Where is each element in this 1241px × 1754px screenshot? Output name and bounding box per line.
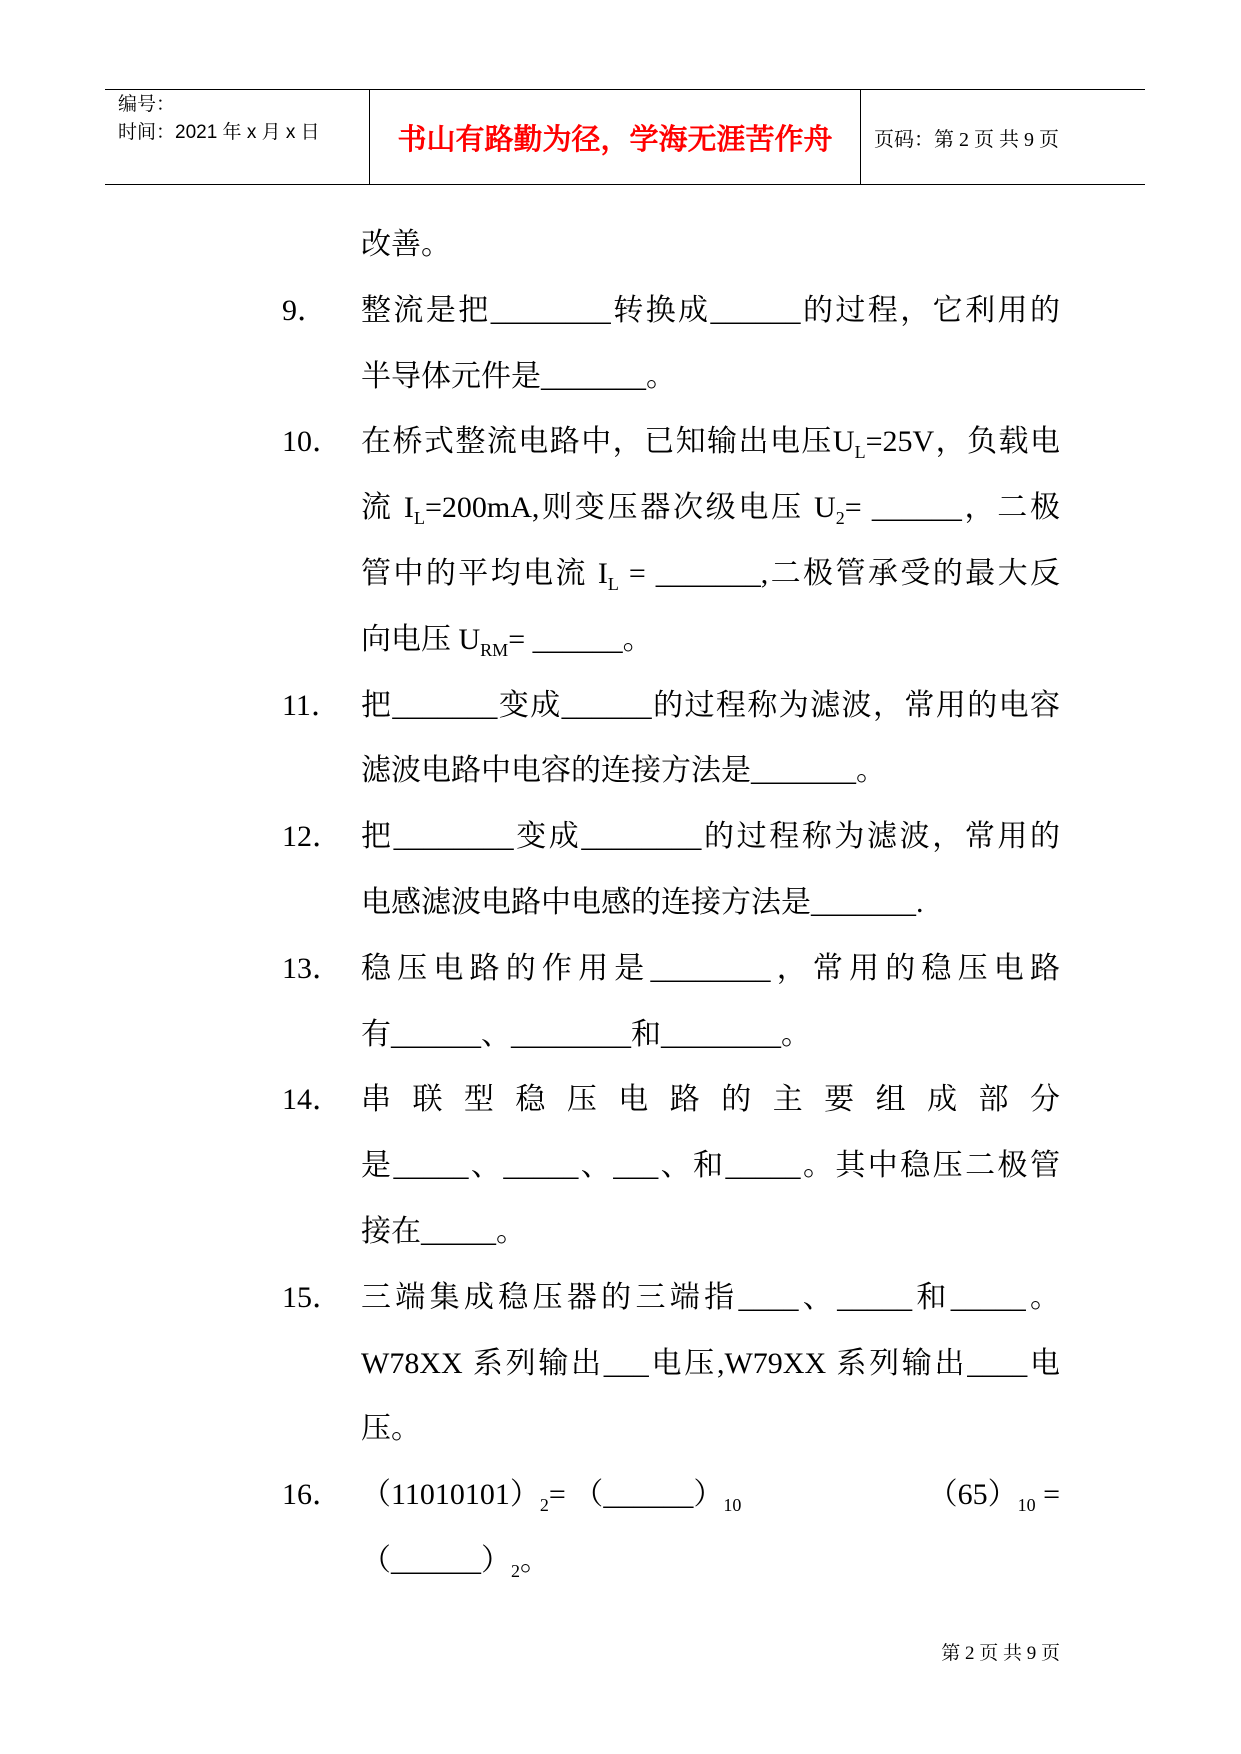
text-segment: 管中的平均电流 I — [361, 556, 608, 590]
question-line — [361, 278, 1060, 344]
date-label: 时间：2021 年 x 月 x 日 — [118, 122, 320, 143]
text-segment: 。其中稳压二极管 — [800, 1149, 1060, 1183]
text-segment: 串联型稳压电路的主要组成部分 — [361, 1083, 1060, 1117]
text-segment: 。 — [646, 359, 676, 393]
question-line — [361, 475, 1060, 541]
answer-blank: _____ — [725, 1149, 801, 1183]
question-text — [361, 1462, 1060, 1594]
text-segment: 。 — [856, 754, 886, 788]
text-segment: W78XX 系列输出 — [361, 1346, 604, 1380]
header-left-cell — [105, 90, 370, 184]
header-page-cell — [861, 90, 1145, 184]
text-segment: ，常用的稳压电路 — [770, 951, 1060, 985]
answer-blank: _______ — [811, 885, 916, 919]
text-segment: 变成 — [513, 820, 582, 854]
question-number: 11． — [282, 688, 341, 722]
subscript: 10 — [1017, 1495, 1036, 1516]
question-line — [361, 409, 1060, 475]
question-12 — [0, 804, 1241, 936]
answer-blank: _____ — [421, 1214, 496, 1248]
question-14 — [0, 1067, 1241, 1264]
text-segment: =25V，负载电 — [865, 425, 1060, 459]
question-line — [361, 738, 1060, 804]
header-table — [105, 89, 1145, 185]
subscript: 10 — [723, 1495, 742, 1516]
answer-blank: ___ — [603, 1346, 649, 1380]
answer-blank: _______ — [751, 754, 856, 788]
answer-blank: _______ — [655, 556, 761, 590]
text-segment: 滤波电路中电容的连接方法是 — [361, 754, 751, 788]
answer-blank: ____ — [967, 1346, 1028, 1380]
question-line — [361, 1331, 1060, 1397]
text-segment: 电 — [1027, 1346, 1060, 1380]
answer-blank: ________ — [490, 293, 611, 327]
question-9 — [0, 278, 1241, 410]
question-10 — [0, 409, 1241, 672]
text-segment: 转换成 — [610, 293, 711, 327]
text-segment: 、 — [468, 1149, 504, 1183]
question-text — [361, 278, 1060, 410]
text-segment: 稳压电路的作用是 — [361, 951, 651, 985]
answer-blank: ______ — [871, 491, 962, 525]
text-segment: = — [1035, 1478, 1060, 1512]
question-line — [361, 541, 1060, 607]
answer-blank: ______ — [603, 1478, 694, 1512]
question-number: 13． — [282, 951, 342, 985]
question-line — [361, 607, 1060, 673]
question-number: 12． — [282, 820, 342, 854]
subscript: RM — [480, 639, 509, 660]
decimal-conversion — [928, 1462, 1060, 1528]
text-segment: 的过程，它利用的 — [800, 293, 1060, 327]
serial-number-label: 编号： — [118, 94, 176, 115]
answer-blank: ______ — [391, 1017, 481, 1051]
text-segment: . — [916, 885, 924, 919]
question-line — [361, 1265, 1060, 1331]
text-segment: 接在 — [361, 1214, 421, 1248]
text-segment: ，二极 — [961, 491, 1060, 525]
question-line — [361, 673, 1060, 739]
text-segment: （65） — [927, 1478, 1018, 1512]
question-number: 16． — [282, 1478, 342, 1512]
header-motto-cell — [370, 90, 861, 184]
text-segment: = （ — [548, 1478, 604, 1512]
text-segment: 半导体元件是 — [361, 359, 541, 393]
text-segment: 在桥式整流电路中，已知输出电压U — [361, 425, 855, 459]
text-segment: 整流是把 — [361, 293, 491, 327]
subscript: L — [607, 573, 619, 594]
text-segment: ,二极管承受的最大反 — [760, 556, 1060, 590]
answer-blank: ___ — [613, 1149, 659, 1183]
continuation-line: 改善。 — [361, 228, 451, 261]
text-segment: 向电压 U — [361, 622, 481, 656]
text-segment: 。 — [1025, 1280, 1060, 1314]
question-text — [361, 936, 1060, 1068]
text-segment: ） — [693, 1478, 724, 1512]
answer-blank: _____ — [950, 1280, 1026, 1314]
question-text — [361, 1067, 1060, 1264]
question-line — [361, 936, 1060, 1002]
text-segment: 、 — [798, 1280, 838, 1314]
text-segment: 。 — [622, 622, 653, 656]
text-segment: 、和 — [658, 1149, 726, 1183]
question-line — [361, 804, 1060, 870]
answer-blank: ______ — [561, 688, 652, 722]
question-line — [361, 1528, 1060, 1594]
text-segment: 。 — [781, 1017, 811, 1051]
question-line — [361, 1067, 1060, 1133]
text-segment: =200mA,则变压器次级电压 U — [424, 491, 836, 525]
answer-blank: _______ — [541, 359, 646, 393]
text-segment: 是 — [361, 1149, 394, 1183]
text-segment: 、 — [578, 1149, 614, 1183]
subscript: L — [413, 508, 425, 529]
text-segment: 压。 — [361, 1412, 421, 1446]
question-line — [361, 1133, 1060, 1199]
answer-blank: _______ — [392, 688, 498, 722]
subscript: 2 — [835, 508, 845, 529]
question-line — [361, 1396, 1060, 1462]
text-segment: 电感滤波电路中电感的连接方法是 — [361, 885, 811, 919]
text-segment: 把 — [361, 820, 394, 854]
answer-blank: _____ — [503, 1149, 579, 1183]
answer-blank: ________ — [511, 1017, 631, 1051]
question-number: 14． — [282, 1083, 342, 1117]
text-segment: 和 — [631, 1017, 661, 1051]
question-number: 10． — [282, 425, 342, 459]
question-11 — [0, 673, 1241, 805]
question-text — [361, 1265, 1060, 1462]
text-segment: （11010101） — [361, 1478, 540, 1512]
question-line — [361, 1002, 1060, 1068]
text-segment: 。 — [496, 1214, 526, 1248]
text-segment: 把 — [361, 688, 393, 722]
text-segment: 的过程称为滤波，常用的 — [701, 820, 1060, 854]
subscript: 2 — [539, 1495, 549, 1516]
answer-blank: ________ — [661, 1017, 781, 1051]
text-segment: 、 — [481, 1017, 511, 1051]
text-segment: 变成 — [497, 688, 562, 722]
subscript: L — [854, 442, 866, 463]
footer-page-number: 第 2 页 共 9 页 — [941, 1643, 1060, 1664]
question-text — [361, 804, 1060, 936]
text-segment: ） — [481, 1543, 511, 1577]
binary-conversion — [361, 1462, 741, 1528]
text-segment: 和 — [912, 1280, 951, 1314]
answer-blank: ______ — [532, 622, 623, 656]
question-text — [361, 409, 1060, 672]
question-16 — [0, 1462, 1241, 1594]
answer-blank: ________ — [581, 820, 702, 854]
answer-blank: _____ — [393, 1149, 469, 1183]
text-segment: = — [618, 556, 656, 590]
question-text — [361, 673, 1060, 805]
question-13 — [0, 936, 1241, 1068]
question-line — [361, 344, 1060, 410]
question-line — [361, 1199, 1060, 1265]
question-number: 9． — [282, 293, 327, 327]
answer-blank: _____ — [837, 1280, 913, 1314]
motto: 书山有路勤为径，学海无涯苦作舟 — [397, 123, 833, 156]
answer-blank: ________ — [393, 820, 514, 854]
question-number: 15． — [282, 1280, 342, 1314]
text-segment: （ — [361, 1543, 391, 1577]
text-segment: = — [508, 622, 533, 656]
subscript: 2 — [511, 1560, 520, 1581]
answer-blank: ______ — [391, 1543, 481, 1577]
question-line — [361, 870, 1060, 936]
text-segment: 电压,W79XX 系列输出 — [648, 1346, 968, 1380]
answer-blank: ____ — [738, 1280, 799, 1314]
text-segment: 有 — [361, 1017, 391, 1051]
question-15 — [0, 1265, 1241, 1462]
text-segment: = — [844, 491, 872, 525]
question-line — [361, 1462, 1060, 1528]
text-segment: 三端集成稳压器的三端指 — [361, 1280, 739, 1314]
text-segment: 的过程称为滤波，常用的电容 — [651, 688, 1060, 722]
page-indicator: 页码：第 2 页 共 9 页 — [874, 128, 1059, 151]
text-segment: 。 — [520, 1543, 550, 1577]
text-segment: 流 I — [361, 491, 414, 525]
answer-blank: ______ — [710, 293, 801, 327]
document-body — [0, 212, 1241, 1594]
answer-blank: ________ — [650, 951, 771, 985]
